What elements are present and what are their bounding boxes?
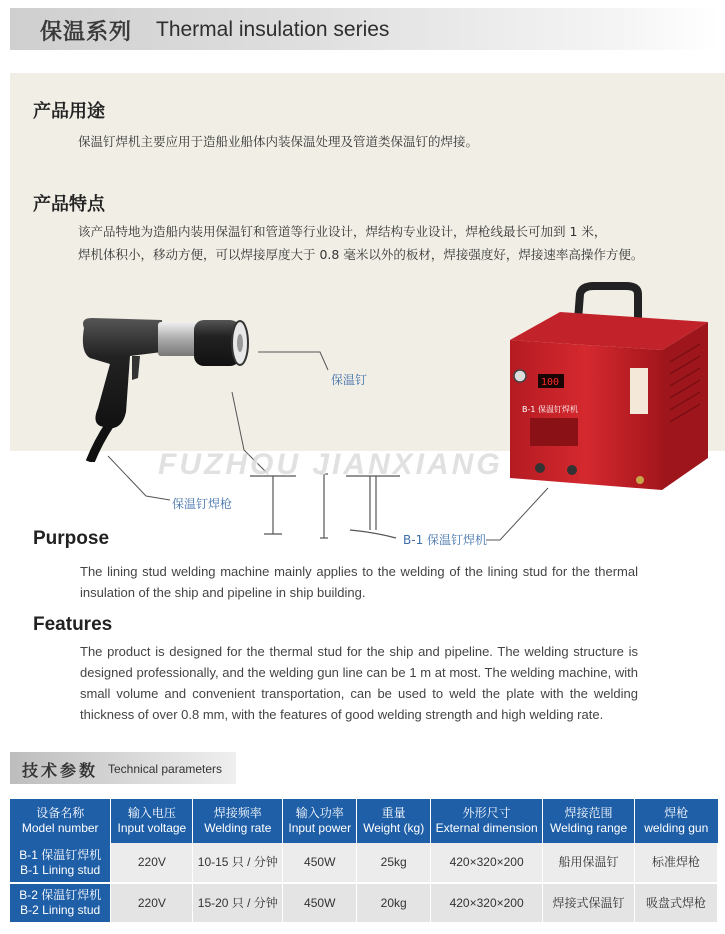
row2-range: 焊接式保温钉 bbox=[543, 883, 635, 923]
row1-gun: 标准焊枪 bbox=[635, 843, 718, 883]
brand-watermark: FUZHOU JIANXIANG bbox=[158, 448, 503, 481]
row1-voltage: 220V bbox=[111, 843, 193, 883]
header-range: 焊接范围 Welding range bbox=[543, 799, 635, 843]
series-title-cn: 保温系列 bbox=[40, 20, 133, 45]
features-cn-heading: 产品特点 bbox=[33, 194, 105, 215]
header-voltage: 输入电压 Input voltage bbox=[111, 799, 193, 843]
row1-weight: 25kg bbox=[357, 843, 431, 883]
spec-table bbox=[10, 799, 718, 924]
machine-display-value: 100 bbox=[541, 377, 560, 388]
header-power: 输入功率 Input power bbox=[283, 799, 357, 843]
row2-voltage: 220V bbox=[111, 883, 193, 923]
label-gun: 保温钉焊枪 bbox=[172, 497, 233, 511]
row1-model: B-1 保温钉焊机 B-1 Lining stud bbox=[10, 843, 111, 883]
features-en-heading: Features bbox=[33, 614, 113, 635]
row2-dimension: 420×320×200 bbox=[431, 883, 543, 923]
row1-rate: 10-15 只 / 分钟 bbox=[193, 843, 283, 883]
features-cn-line2: 焊机体积小，移动方便，可以焊接厚度大于 0.8 毫米以外的板材，焊接强度好，焊接速率高操作方便。 bbox=[78, 247, 644, 262]
params-title-cn: 技术参数 bbox=[22, 761, 99, 780]
header-model: 设备名称 Model number bbox=[10, 799, 111, 843]
purpose-heading: Purpose bbox=[33, 528, 110, 549]
row1-dimension: 420×320×200 bbox=[431, 843, 543, 883]
usage-heading: 产品用途 bbox=[33, 101, 105, 122]
row1-power: 450W bbox=[283, 843, 357, 883]
welding-gun-image bbox=[70, 312, 270, 462]
header-rate: 焊接频率 Welding rate bbox=[193, 799, 283, 843]
row2-power: 450W bbox=[283, 883, 357, 923]
usage-text: 保温钉焊机主要应用于造船业船体内装保温处理及管道类保温钉的焊接。 bbox=[78, 134, 479, 149]
params-title-en: Technical parameters bbox=[108, 762, 223, 776]
row2-model: B-2 保温钉焊机 B-2 Lining stud bbox=[10, 883, 111, 923]
purpose-text: The lining stud welding machine mainly applies to the welding of the lining stud for the thermal insulation of the ship and pipeline in ship building. bbox=[80, 564, 638, 600]
table-header-row bbox=[10, 799, 718, 843]
features-en-text: The product is designed for the thermal stud for the ship and pipeline. The welding structure is designed professionally, and the welding gun line can be 1 m at most. The welding machine, with small volume and convenient transportation, can be used to weld the plate with the welding thickness of over 0.8 mm, with the features of good welding strength and high welding rate. bbox=[80, 644, 638, 722]
row2-weight: 20kg bbox=[357, 883, 431, 923]
series-title-en: Thermal insulation series bbox=[156, 18, 390, 41]
technical-parameters-bar bbox=[10, 752, 236, 784]
row2-gun: 吸盘式焊枪 bbox=[635, 883, 718, 923]
features-cn-line1: 该产品特地为造船内装用保温钉和管道等行业设计，焊结构专业设计，焊枪线最长可加到 1 米， bbox=[78, 224, 607, 239]
row2-rate: 15-20 只 / 分钟 bbox=[193, 883, 283, 923]
table-row bbox=[10, 843, 718, 883]
label-stud: 保温钉 bbox=[331, 373, 368, 387]
header-gun: 焊枪 welding gun bbox=[635, 799, 718, 843]
welding-machine-image bbox=[500, 282, 710, 500]
header-weight: 重量 Weight (kg) bbox=[357, 799, 431, 843]
header-dimension: 外形尺寸 External dimension bbox=[431, 799, 543, 843]
series-title-bar bbox=[10, 8, 718, 50]
row1-range: 船用保温钉 bbox=[543, 843, 635, 883]
machine-panel-title: B-1 保温钉焊机 bbox=[522, 405, 579, 414]
label-machine: B-1 保温钉焊机 bbox=[403, 533, 488, 547]
table-row bbox=[10, 883, 718, 923]
